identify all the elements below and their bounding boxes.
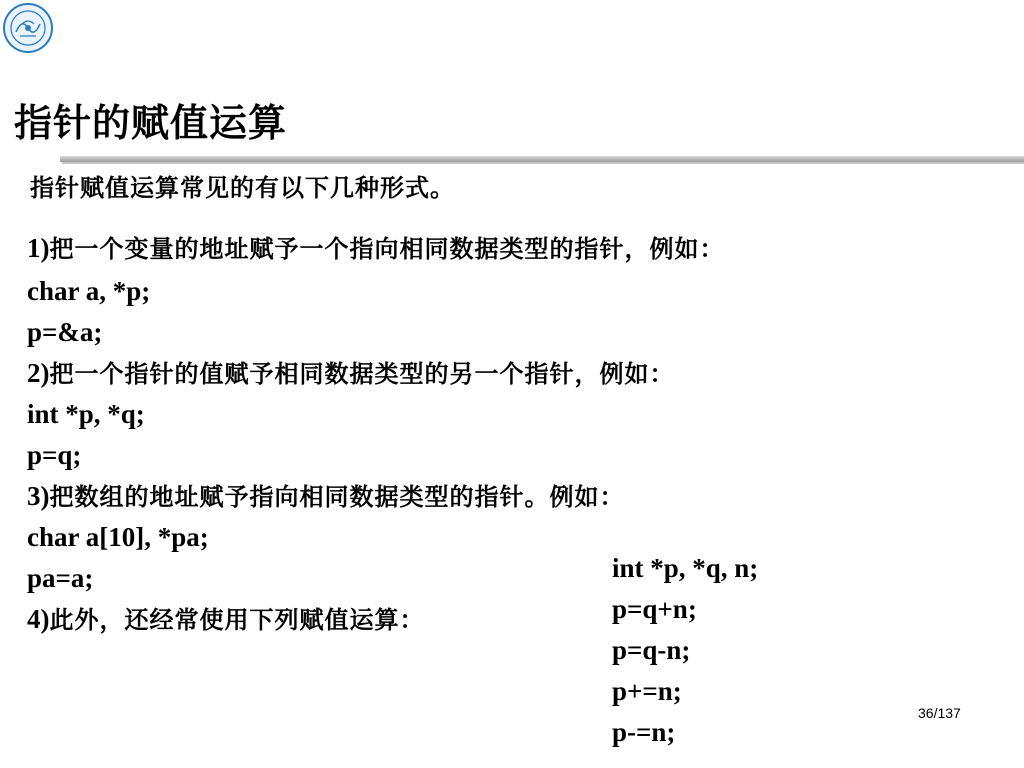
intro-text: 指针赋值运算常见的有以下几种形式。 [30,173,455,202]
item-text: 把数组的地址赋予指向相同数据类型的指针。例如： [49,482,625,511]
item-text: 此外，还经常使用下列赋值运算： [49,605,425,634]
code-line: p=q+n; [612,594,697,624]
code-line: int *p, *q; [27,399,145,429]
code-line: int *p, *q, n; [612,553,759,583]
university-seal-icon [2,2,54,54]
list-item-4 [27,603,425,636]
code-line: p-=n; [612,717,676,747]
code-line: p=&a; [27,317,103,347]
item-number: 2) [27,358,50,388]
code-line: p=q; [27,440,82,470]
code-line: p=q-n; [612,635,691,665]
code-line: pa=a; [27,563,94,593]
item-number: 4) [27,604,50,634]
list-item-2 [27,357,675,390]
list-item-1 [27,232,725,265]
list-item-3 [27,480,625,513]
code-block [612,548,758,753]
item-text: 把一个指针的值赋予相同数据类型的另一个指针，例如： [49,359,675,388]
page-number: 36/137 [918,705,961,721]
slide-title: 指针的赋值运算 [14,100,288,145]
title-divider [60,156,1024,166]
code-line: char a[10], *pa; [27,522,209,552]
item-number: 1) [27,233,50,263]
code-line: p+=n; [612,676,682,706]
code-line: char a, *p; [27,276,151,306]
item-number: 3) [27,481,50,511]
item-text: 把一个变量的地址赋予一个指向相同数据类型的指针，例如： [49,234,725,263]
